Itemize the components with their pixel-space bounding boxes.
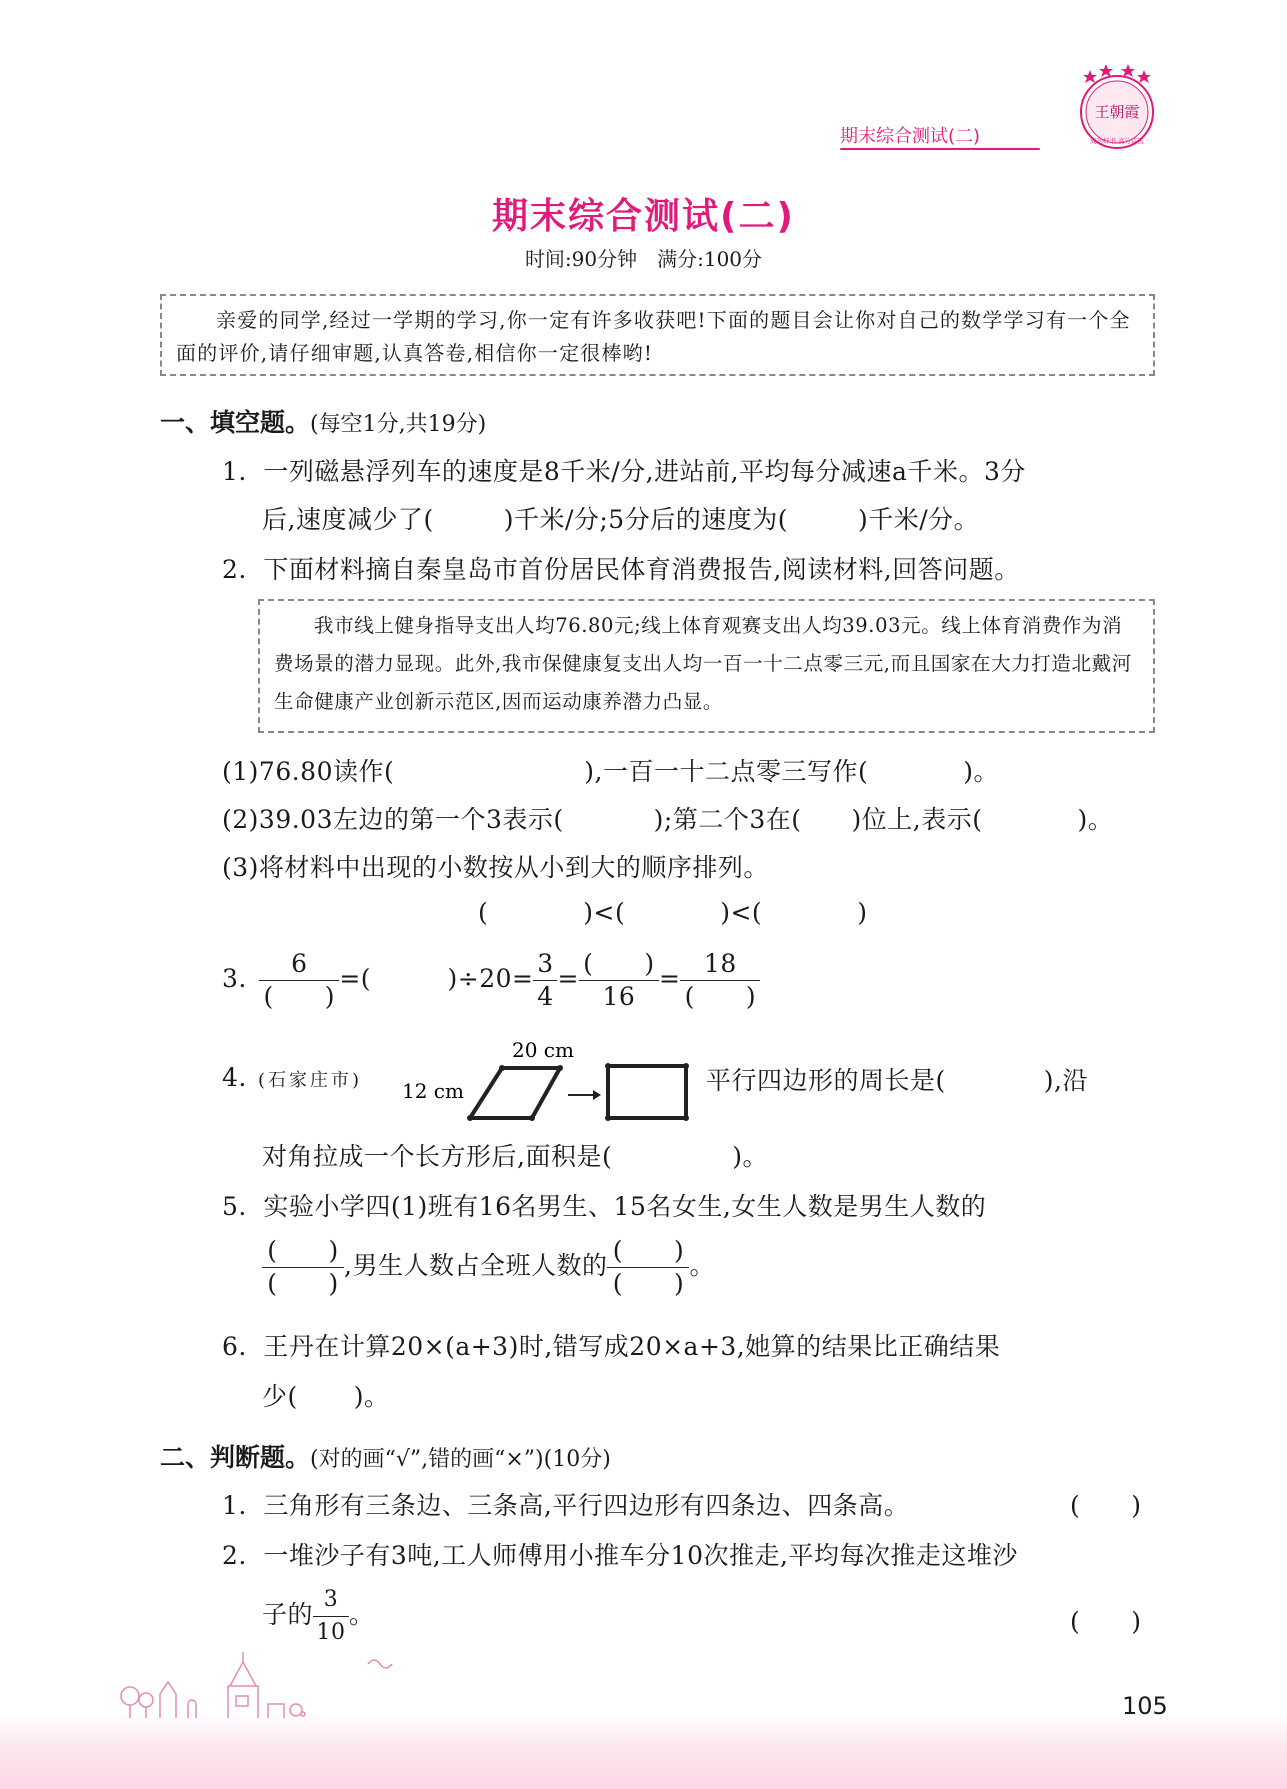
- judge-q2-end: 。: [349, 1600, 375, 1629]
- page-number: 105: [1122, 1692, 1168, 1720]
- q1-text-b: )千米/分;5分后的速度为(: [503, 505, 788, 534]
- intro-box: 亲爱的同学,经过一学期的学习,你一定有许多收获吧!下面的题目会让你对自己的数学学习有一个全面的评价,请仔细审题,认真答卷,相信你一定很棒哟!: [160, 294, 1155, 376]
- section2-note: (对的画“√”,错的画“×”)(10分): [310, 1447, 611, 1472]
- q6-number: 6.: [222, 1332, 247, 1361]
- q3-number: 3.: [222, 964, 247, 993]
- castle-doodle-icon: [118, 1648, 418, 1720]
- q2-material-box: 我市线上健身指导支出人均76.80元;线上体育观赛支出人均39.03元。线上体育消费作为消费场景的潜力显现。此外,我市保健康复支出人均一百一十二点零三元,而且国家在大力打造北戴河生命健康产业创新示范区,因而运动康养潜力凸显。: [258, 599, 1155, 733]
- q4-diagram: [400, 1036, 700, 1126]
- q4-parallelogram: [470, 1068, 560, 1118]
- q3-f2-denominator: 4: [537, 982, 554, 1011]
- q2-order-lt-2: )<(: [720, 898, 763, 927]
- header-section-tag: 期末综合测试(二): [840, 126, 981, 147]
- q3-middle: =( )÷20=: [339, 964, 534, 993]
- q2-p2-text-d: )。: [1077, 805, 1114, 834]
- q5-f2-denominator[interactable]: ( ): [612, 1269, 685, 1298]
- q2-part3: (3)将材料中出现的小数按从小到大的顺序排列。: [222, 853, 769, 882]
- q1-text: 一列磁悬浮列车的速度是8千米/分,进站前,平均每分减速a千米。3分: [263, 457, 1026, 486]
- q3-fraction-2: [533, 948, 557, 1013]
- q4-label-side: 12 cm: [402, 1079, 464, 1103]
- q5-middle-text: ,男生人数占全班人数的: [344, 1251, 608, 1280]
- judge-q2-answer[interactable]: ( ): [1070, 1607, 1142, 1636]
- q5-f1-numerator[interactable]: ( ): [267, 1236, 339, 1265]
- q3-f1-numerator: 6: [291, 949, 308, 978]
- judge-q1-number: 1.: [222, 1491, 247, 1520]
- q2-text: 下面材料摘自秦皇岛市首份居民体育消费报告,阅读材料,回答问题。: [263, 555, 1020, 584]
- judge-q1-answer[interactable]: ( ): [1070, 1491, 1142, 1520]
- q4-rectangle: [608, 1066, 686, 1118]
- q2-order-lt-1: )<(: [583, 898, 626, 927]
- judge-q2-fraction: [313, 1584, 349, 1649]
- header-rule: [840, 148, 1040, 150]
- q2-part1: [222, 752, 999, 788]
- q5-line2: [262, 1235, 715, 1300]
- q2-part2: [222, 800, 1113, 836]
- q5-fraction-1[interactable]: [262, 1235, 344, 1300]
- q3-f3-numerator[interactable]: ( ): [583, 949, 655, 978]
- q5-text: 实验小学四(1)班有16名男生、15名女生,女生人数是男生人数的: [263, 1192, 987, 1221]
- q2-p2-text-b: );第二个3在(: [653, 805, 802, 834]
- q2-p1-text-a: (1)76.80读作(: [222, 757, 395, 786]
- q4-place: (石家庄市): [258, 1070, 363, 1091]
- q4-text-b: ),沿: [1043, 1066, 1088, 1095]
- star-icon: [1083, 64, 1151, 83]
- q2-p1-text-b: ),一百一十二点零三写作(: [584, 757, 869, 786]
- q2-p2-text-c: )位上,表示(: [851, 805, 983, 834]
- q6-text: 王丹在计算20×(a+3)时,错写成20×a+3,她算的结果比正确结果: [263, 1332, 1001, 1361]
- q4-text-c: 对角拉成一个长方形后,面积是(: [262, 1142, 613, 1171]
- judge-q2-number: 2.: [222, 1541, 247, 1570]
- judge-q2-denominator: 10: [316, 1620, 346, 1645]
- page-title: 期末综合测试(二): [492, 196, 795, 237]
- section1-title: 一、填空题。: [160, 408, 311, 437]
- q1-text-c: )千米/分。: [857, 505, 980, 534]
- q4-line2: [262, 1137, 768, 1173]
- q3-fraction-4: [680, 948, 760, 1013]
- q4-text-a: 平行四边形的周长是(: [706, 1066, 946, 1095]
- q3-equals-2: =: [658, 964, 681, 993]
- q3-f2-numerator: 3: [537, 949, 554, 978]
- logo-text: 王朝霞: [1094, 103, 1140, 121]
- q3-f1-denominator[interactable]: ( ): [263, 982, 336, 1011]
- q6-line1: [222, 1327, 1000, 1363]
- q1-number: 1.: [222, 457, 247, 486]
- q5-line1: [222, 1187, 986, 1223]
- q2-number: 2.: [222, 555, 247, 584]
- arrow-right-icon: [568, 1090, 601, 1100]
- footer-band: [0, 1712, 1287, 1789]
- q2-order-close: ): [857, 898, 868, 927]
- section2-heading: [160, 1438, 611, 1474]
- q3-f4-numerator: 18: [703, 949, 737, 978]
- section2-title: 二、判断题。: [160, 1443, 311, 1472]
- logo-slogan: 成功好书 高分首选: [1089, 137, 1145, 145]
- q4-number: 4.: [222, 1063, 247, 1092]
- q2-p2-text-a: (2)39.03左边的第一个3表示(: [222, 805, 564, 834]
- q1-line1: [222, 452, 1026, 488]
- q2-order-open: (: [478, 898, 489, 927]
- q5-number: 5.: [222, 1192, 247, 1221]
- q3-fraction-3: [579, 948, 659, 1013]
- q3-f3-denominator: 16: [602, 982, 636, 1011]
- section1-heading: [160, 403, 486, 439]
- judge-q2-line2: [262, 1584, 375, 1649]
- judge-q2-text-b: 子的: [262, 1600, 314, 1629]
- judge-q2-text: 一堆沙子有3吨,工人师傅用小推车分10次推走,平均每次推走这堆沙: [263, 1541, 1018, 1570]
- q3-line: [222, 948, 760, 1013]
- q2-line: [222, 550, 1020, 586]
- q1-line2: [262, 500, 979, 536]
- q5-f1-denominator[interactable]: ( ): [267, 1269, 339, 1298]
- q4-line1: [706, 1061, 1088, 1097]
- q2-order-line: [478, 898, 867, 927]
- judge-q2-line1: [222, 1536, 1018, 1572]
- publisher-logo: [1072, 60, 1162, 152]
- q4-label-top: 20 cm: [512, 1038, 574, 1062]
- q5-fraction-2[interactable]: [607, 1235, 689, 1300]
- q6-text-a: 少(: [262, 1382, 298, 1411]
- section1-note: (每空1分,共19分): [310, 412, 487, 437]
- q6-line2: [262, 1377, 390, 1413]
- q3-fraction-1: [259, 948, 339, 1013]
- q4-text-d: )。: [732, 1142, 768, 1171]
- q6-text-b: )。: [353, 1382, 390, 1411]
- judge-q1-text: 三角形有三条边、三条高,平行四边形有四条边、四条高。: [263, 1491, 910, 1520]
- q3-equals: =: [557, 964, 579, 993]
- q2-p1-text-c: )。: [963, 757, 999, 786]
- judge-q2-numerator: 3: [323, 1587, 339, 1612]
- q5-end: 。: [689, 1251, 715, 1280]
- q1-text-a: 后,速度减少了(: [262, 505, 434, 534]
- q5-f2-numerator[interactable]: ( ): [612, 1236, 685, 1265]
- q3-f4-denominator[interactable]: ( ): [684, 982, 757, 1011]
- judge-q1: [222, 1486, 909, 1522]
- test-meta: 时间:90分钟 满分:100分: [524, 247, 763, 271]
